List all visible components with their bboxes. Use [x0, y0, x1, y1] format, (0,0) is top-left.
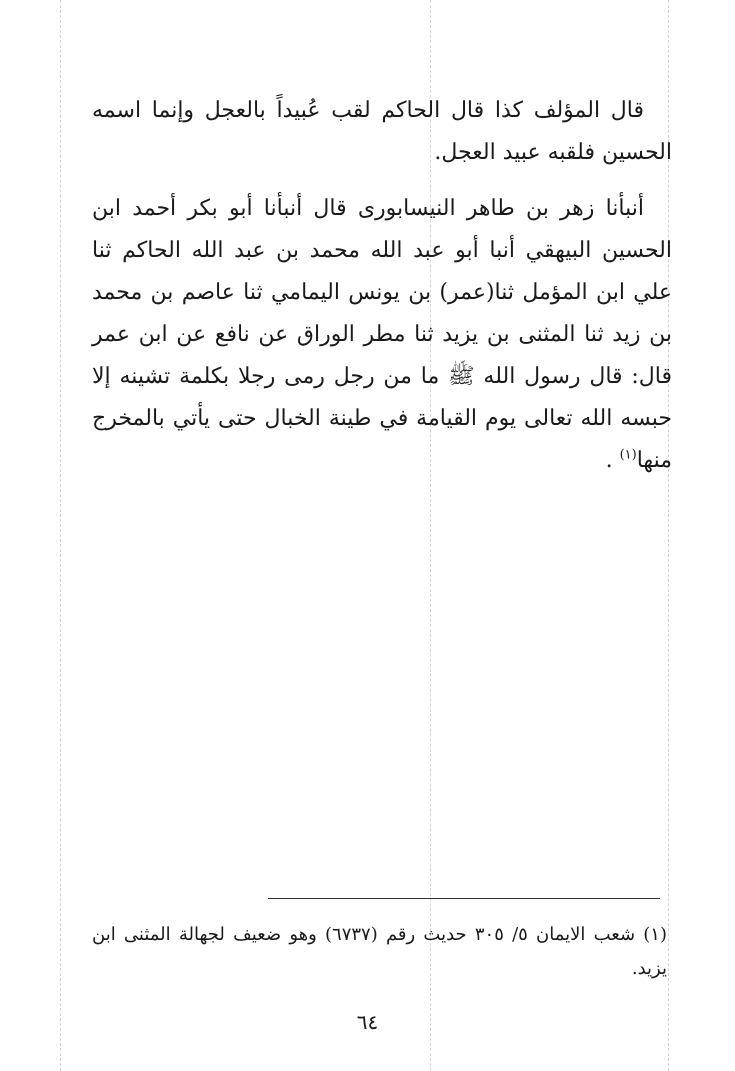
scan-guide-line	[60, 0, 61, 1071]
page-body	[92, 90, 672, 482]
page-number: ٦٤	[356, 1010, 379, 1034]
paragraph-end-mark: .	[605, 448, 613, 473]
paragraph-hadith	[92, 188, 672, 482]
paragraph-author-note: قال المؤلف كذا قال الحاكم لقب عُبيداً بالعجل وإنما اسمه الحسين فلقبه عبيد العجل.	[92, 98, 672, 165]
footnote-text: (١) شعب الايمان ٥/ ٣٠٥ حديث رقم (٦٧٣٧) وهو ضعيف لجهالة المثنى ابن يزيد.	[92, 924, 667, 979]
footnote-reference: (١)	[619, 447, 637, 463]
hadith-text: أنبأنا زهر بن طاهر النيسابورى قال أنبأنا أبو بكر أحمد ابن الحسين البيهقي أنبا أبو عبد الله محمد بن عبد الله الحاكم ثنا علي ابن المؤمل ثنا(عمر) بن يونس اليمامي ثنا عاصم بن محمد بن زيد ثنا المثنى بن يزيد ثنا مطر الوراق عن نافع عن ابن عمر قال: قال رسول الله ﷺ ما من رجل رمى رجلا بكلمة تشينه إلا حبسه الله تعالى يوم القيامة في طينة الخبال حتى يأتي بالمخرج منها	[92, 196, 672, 473]
footnote-separator	[268, 898, 660, 899]
